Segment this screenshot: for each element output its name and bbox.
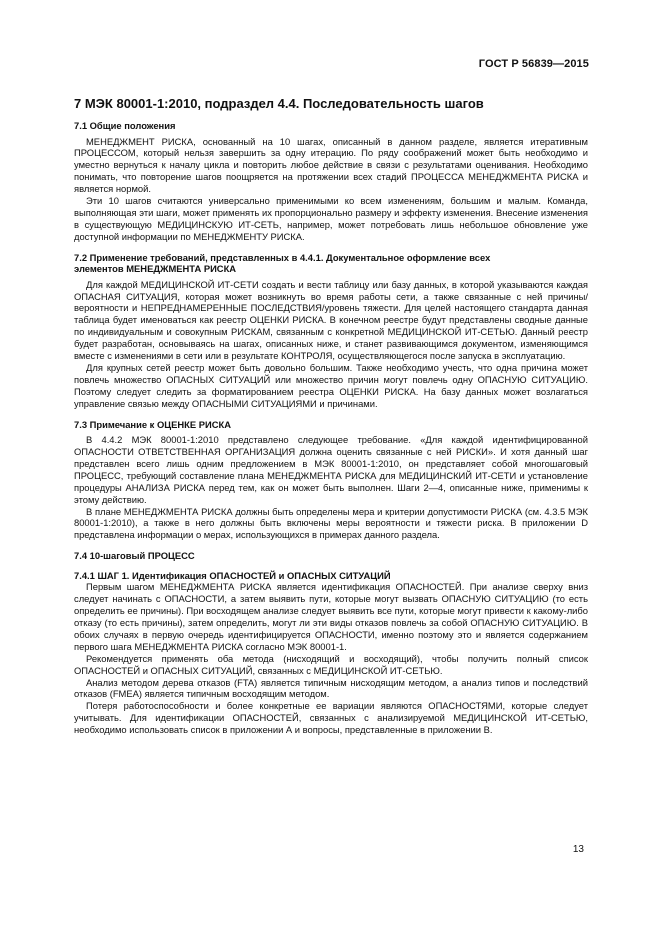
paragraph-7-4-1-2: Рекомендуется применять оба метода (нисходящий и восходящий), чтобы получить полный список ОПАСНОСТЕЙ и ОПАСНЫХ СИТУАЦИЙ, связанных с МЕДИЦИНСКОЙ ИТ-СЕТЬЮ.: [74, 652, 588, 676]
paragraph-7-2-1: Для каждой МЕДИЦИНСКОЙ ИТ-СЕТИ создать и вести таблицу или базу данных, в которой указываются каждая ОПАСНАЯ СИТУАЦИЯ, которая может возникнуть во время работы сети, а также связанные с ней причины/вероятности и НЕПРЕДНАМЕРЕННЫЕ ПОСЛЕДСТВИЯ/уровень тяжести. Для целей настоящего стандарта данная таблица будет именоваться как реестр ОЦЕНКИ РИСКА. В конечном реестре будут представлены сводные данные по индивидуальным и совокупным РИСКАМ, связанным с конкретной МЕДИЦИНСКОЙ ИТ-СЕТЬЮ. Данный реестр будет разработан, основываясь на шагах, описанных ниже, и станет развивающимся документом, изменяющимся вместе с изменениями в сети или в результате КОНТРОЛЯ, осуществляющегося после запуска в эксплуатацию.: [74, 278, 588, 362]
heading-7-4-1: 7.4.1 ШАГ 1. Идентификация ОПАСНОСТЕЙ и ОПАСНЫХ СИТУАЦИЙ: [74, 569, 391, 581]
page-number: 13: [572, 844, 584, 855]
page-content: [74, 96, 588, 736]
section-title: 7 МЭК 80001-1:2010, подраздел 4.4. Последовательность шагов: [74, 96, 484, 111]
heading-7-4: 7.4 10-шаговый ПРОЦЕСС: [74, 550, 195, 562]
paragraph-7-3-1: В 4.4.2 МЭК 80001-1:2010 представлено следующее требование. «Для каждой идентифицированной ОПАСНОСТИ ОТВЕТСТВЕННАЯ ОРГАНИЗАЦИЯ должна оценить связанные с ней РИСКИ». И хотя данный шаг представлен всего лишь одним предложением в МЭК 80001-1:2010, он представляет собой многошаговый ПРОЦЕСС, требующий составление плана МЕНЕДЖМЕНТА РИСКА для МЕДИЦИНСКИЙ ИТ-СЕТИ и установление процедуры АНАЛИЗА РИСКА перед тем, как он может быть выполнен. Шаги 2—4, описанные ниже, применимы к этому действию.: [74, 434, 588, 505]
paragraph-7-4-1-1: Первым шагом МЕНЕДЖМЕНТА РИСКА является идентификация ОПАСНОСТЕЙ. При анализе сверху вниз следует начинать с ОПАСНОСТИ, а затем выявить пути, которые могут вызвать ОПАСНУЮ СИТУАЦИЮ (то есть определить ее причины). При восходящем анализе следует выявить все пути, которые могут привести к какому-либо отказу (то есть причины), затем определить, могут ли эти виды отказов повлечь за собой ОПАСНУЮ СИТУАЦИЮ. В обоих случаях в первую очередь идентифицируется ОПАСНОСТИ, именно поэтому это и является содержанием первого шага МЕНЕДЖМЕНТА РИСКА согласно МЭК 80001-1.: [74, 581, 588, 652]
document-code-header: ГОСТ Р 56839—2015: [478, 58, 589, 70]
paragraph-7-4-1-4: Потеря работоспособности и более конкретные ее вариации являются ОПАСНОСТЯМИ, которые следует учитывать. Для идентификации ОПАСНОСТЕЙ, связанных с анализируемой МЕДИЦИНСКОЙ ИТ-СЕТЬЮ, необходимо использовать список в приложении А и вопросы, представленные в приложении В.: [74, 700, 588, 736]
heading-7-2-line2: элементов МЕНЕДЖМЕНТА РИСКА: [74, 263, 237, 275]
heading-7-3: 7.3 Примечание к ОЦЕНКЕ РИСКА: [74, 418, 231, 430]
paragraph-7-4-1-3: Анализ методом дерева отказов (FTA) является типичным нисходящим методом, а анализ типов и последствий отказов (FMEA) является типичным восходящим методом.: [74, 676, 588, 700]
paragraph-7-2-2: Для крупных сетей реестр может быть довольно большим. Также необходимо учесть, что одна причина может повлечь множество ОПАСНЫХ СИТУАЦИЙ или множество причин могут повлечь одну ОПАСНУЮ СИТУАЦИЮ. Поэтому следует следить за форматированием реестра ОЦЕНКИ РИСКА. На базу данных может возлагаться управление связью между ОПАСНЫМИ СИТУАЦИЯМИ и причинами.: [74, 362, 588, 409]
paragraph-7-1-1: МЕНЕДЖМЕНТ РИСКА, основанный на 10 шагах, описанный в данном разделе, является итеративным ПРОЦЕССОМ, который нельзя завершить за одну итерацию. По ряду соображений может быть необходимо и уместно вернуться к началу цикла и повторить любое действие в связи с результатами оценивания. Необходимо понимать, что повторение шагов поощряется на протяжении всех стадий ПРОЦЕССА МЕНЕДЖМЕНТА РИСКА и является нормой.: [74, 135, 588, 195]
heading-7-2-line1: 7.2 Применение требований, представленных в 4.4.1. Документальное оформление всех: [74, 251, 491, 263]
paragraph-7-3-2: В плане МЕНЕДЖМЕНТА РИСКА должны быть определены мера и критерии допустимости РИСКА (см. 4.3.5 МЭК 80001-1:2010), а также в него должны быть включены меры вероятности и тяжести риска. В приложении D представлена информации о мерах, использующихся в примерах данного раздела.: [74, 505, 588, 541]
heading-7-2: [74, 252, 588, 275]
paragraph-7-1-2: Эти 10 шагов считаются универсально применимыми ко всем изменениям, большим и малым. Команда, выполняющая эти шаги, может применять их пропорционально размеру и эффекту изменения. Внесение изменения в существующую МЕДИЦИНСКУЮ ИТ-СЕТЬ, например, может потребовать лишь небольшое обновление уже доступной информации по МЕНЕДЖМЕНТУ РИСКА.: [74, 195, 588, 242]
heading-7-1: 7.1 Общие положения: [74, 120, 176, 131]
